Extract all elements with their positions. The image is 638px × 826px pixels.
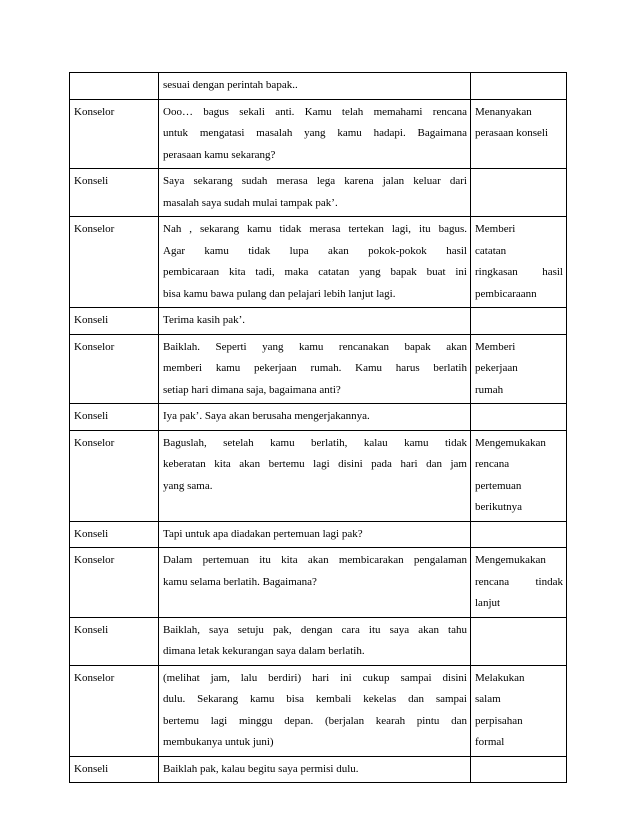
utterance-line: Baiklah pak, kalau begitu saya permisi dulu.: [163, 762, 359, 775]
technique-cell: [471, 169, 567, 217]
speaker-cell: Konseli: [70, 617, 159, 665]
utterance-line: perasaan kamu sekarang?: [163, 148, 276, 161]
speaker-cell: Konseli: [70, 404, 159, 431]
utterance-cell: [159, 665, 471, 756]
utterance-cell: [159, 617, 471, 665]
technique-cell: [471, 430, 567, 521]
speaker-cell: Konseli: [70, 169, 159, 217]
utterance-line: setiap hari dimana saja, bagaimana anti?: [163, 383, 341, 396]
technique-line: perpisahan: [475, 714, 523, 727]
table-row: [70, 404, 567, 431]
speaker-cell: Konseli: [70, 308, 159, 335]
utterance-line: bisa kamu bawa pulang dan pelajari lebih lanjut lagi.: [163, 287, 396, 300]
utterance-cell: [159, 99, 471, 169]
utterance-line: pembicaraan kita tadi, maka catatan yang bapak buat ini: [163, 266, 467, 278]
speaker-cell: Konseli: [70, 756, 159, 783]
table-row: [70, 99, 567, 169]
technique-cell: [471, 756, 567, 783]
technique-line: Memberi: [475, 340, 516, 353]
utterance-cell: [159, 404, 471, 431]
technique-cell: [471, 308, 567, 335]
technique-cell: [471, 404, 567, 431]
table-row: [70, 169, 567, 217]
technique-cell: [471, 217, 567, 308]
speaker-cell: Konselor: [70, 99, 159, 169]
utterance-line: Baiklah, saya setuju pak, dengan cara itu saya akan tahu: [163, 623, 467, 636]
technique-line: salam: [475, 693, 501, 705]
utterance-cell: [159, 308, 471, 335]
utterance-line: bertemu lagi minggu depan. (berjalan kearah pintu dan: [163, 714, 467, 727]
utterance-line: Baiklah. Seperti yang kamu rencanakan bapak akan: [163, 340, 467, 353]
table-row: [70, 217, 567, 308]
utterance-line: (melihat jam, lalu berdiri) hari ini cukup sampai disini: [163, 671, 467, 684]
speaker-cell: Konselor: [70, 334, 159, 404]
technique-line: lanjut: [475, 597, 501, 609]
speaker-cell: Konseli: [70, 521, 159, 548]
technique-cell: [471, 665, 567, 756]
utterance-line: Terima kasih pak’.: [163, 314, 246, 326]
utterance-cell: [159, 548, 471, 618]
utterance-cell: [159, 169, 471, 217]
utterance-line: kamu selama berlatih. Bagaimana?: [163, 575, 317, 588]
utterance-cell: [159, 521, 471, 548]
table-row: [70, 430, 567, 521]
utterance-cell: [159, 334, 471, 404]
speaker-cell: Konselor: [70, 430, 159, 521]
utterance-line: sesuai dengan perintah bapak..: [163, 79, 298, 91]
utterance-line: memberi kamu pekerjaan rumah. Kamu harus berlatih: [163, 362, 467, 374]
dialog-table-body: [70, 73, 567, 783]
table-row: [70, 308, 567, 335]
utterance-cell: [159, 73, 471, 100]
technique-line: Mengemukakan: [475, 554, 546, 566]
table-row: [70, 521, 567, 548]
technique-line: Menanyakan: [475, 105, 532, 118]
technique-line: catatan: [475, 244, 507, 257]
technique-line: ringkasan hasil: [475, 266, 563, 278]
technique-cell: [471, 617, 567, 665]
utterance-line: Agar kamu tidak lupa akan pokok-pokok hasil: [163, 244, 467, 257]
utterance-line: Iya pak’. Saya akan berusaha mengerjakannya.: [163, 410, 370, 422]
utterance-line: Tapi untuk apa diadakan pertemuan lagi pak?: [163, 527, 363, 540]
dialog-table: [69, 72, 567, 783]
technique-line: rencana: [475, 458, 510, 470]
technique-cell: [471, 334, 567, 404]
utterance-line: membukanya untuk juni): [163, 736, 274, 748]
technique-line: pertemuan: [475, 479, 522, 492]
utterance-cell: [159, 430, 471, 521]
utterance-line: dulu. Sekarang kamu bisa kembali kekelas dan sampai: [163, 693, 467, 705]
utterance-cell: [159, 756, 471, 783]
table-row: [70, 665, 567, 756]
utterance-line: Dalam pertemuan itu kita akan membicarakan pengalaman: [163, 554, 467, 566]
utterance-line: Saya sekarang sudah merasa lega karena jalan keluar dari: [163, 175, 467, 187]
technique-line: berikutnya: [475, 501, 523, 513]
utterance-cell: [159, 217, 471, 308]
technique-line: Mengemukakan: [475, 436, 546, 449]
technique-line: Melakukan: [475, 671, 525, 684]
technique-line: perasaan konseli: [475, 127, 548, 139]
technique-line: pekerjaan: [475, 362, 518, 374]
speaker-cell: Konselor: [70, 548, 159, 618]
speaker-cell: Konselor: [70, 665, 159, 756]
table-row: [70, 617, 567, 665]
table-row: [70, 334, 567, 404]
technique-cell: [471, 548, 567, 618]
utterance-line: keberatan kita akan bertemu lagi disini pada hari dan jam: [163, 458, 467, 470]
utterance-line: Baguslah, setelah kamu berlatih, kalau kamu tidak: [163, 436, 467, 449]
utterance-line: Ooo… bagus sekali anti. Kamu telah memahami rencana: [163, 105, 467, 118]
speaker-cell: Konselor: [70, 217, 159, 308]
technique-line: Memberi: [475, 223, 516, 235]
utterance-line: Nah , sekarang kamu tidak merasa tertekan lagi, itu bagus.: [163, 223, 467, 235]
technique-cell: [471, 73, 567, 100]
utterance-line: untuk mengatasi masalah yang kamu hadapi. Bagaimana: [163, 127, 467, 139]
technique-line: rumah: [475, 383, 504, 396]
technique-cell: [471, 521, 567, 548]
technique-line: formal: [475, 736, 505, 748]
technique-line: pembicaraann: [475, 287, 537, 300]
technique-cell: [471, 99, 567, 169]
technique-line: rencana tindak: [475, 575, 563, 588]
table-row: [70, 756, 567, 783]
table-row: [70, 548, 567, 618]
table-row: [70, 73, 567, 100]
utterance-line: masalah saya sudah mulai tampak pak’.: [163, 196, 338, 209]
utterance-line: yang sama.: [163, 479, 213, 492]
utterance-line: dimana letak kekurangan saya dalam berlatih.: [163, 645, 365, 657]
speaker-cell: [70, 73, 159, 100]
